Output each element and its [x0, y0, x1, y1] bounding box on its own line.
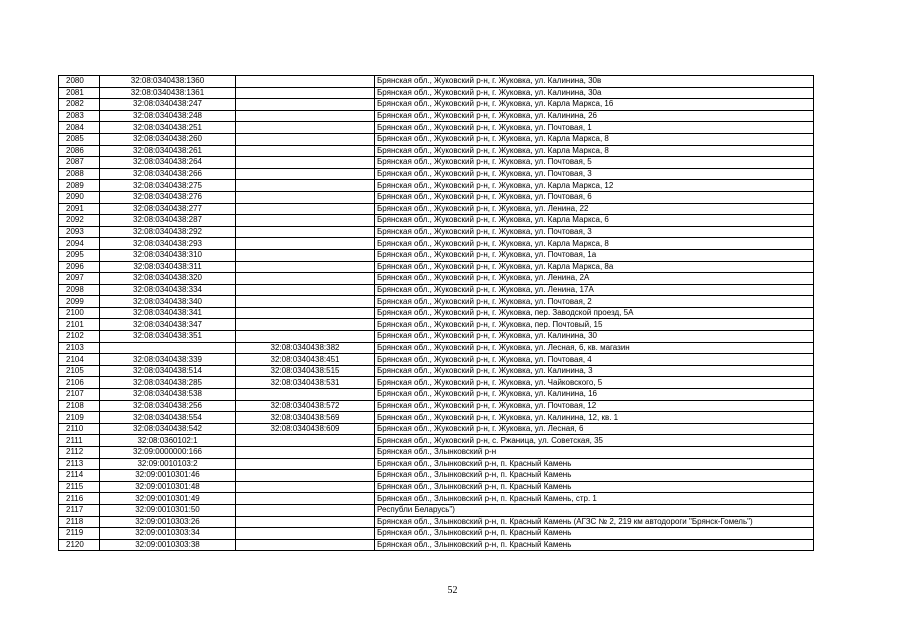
related-cadastral-number-cell	[236, 99, 375, 111]
table-row	[59, 539, 814, 551]
table-row	[59, 226, 814, 238]
address-cell: Брянская обл., Жуковский р-н, г. Жуковка, ул. Почтовая, 3	[375, 168, 814, 180]
table-row	[59, 203, 814, 215]
row-number-cell: 2109	[59, 412, 100, 424]
row-number-cell: 2080	[59, 76, 100, 88]
table-row	[59, 191, 814, 203]
related-cadastral-number-cell	[236, 296, 375, 308]
table-row	[59, 273, 814, 285]
table-row	[59, 168, 814, 180]
address-cell: Брянская обл., Жуковский р-н, г. Жуковка, ул. Карла Маркса, 6	[375, 215, 814, 227]
related-cadastral-number-cell	[236, 226, 375, 238]
related-cadastral-number-cell	[236, 110, 375, 122]
row-number-cell: 2095	[59, 249, 100, 261]
address-cell: Брянская обл., Жуковский р-н, г. Жуковка, ул. Почтовая, 2	[375, 296, 814, 308]
address-cell: Брянская обл., Жуковский р-н, с. Ржаница, ул. Советская, 35	[375, 435, 814, 447]
related-cadastral-number-cell	[236, 470, 375, 482]
related-cadastral-number-cell	[236, 539, 375, 551]
row-number-cell: 2118	[59, 516, 100, 528]
address-cell: Брянская обл., Жуковский р-н, г. Жуковка, ул. Карла Маркса, 16	[375, 99, 814, 111]
row-number-cell: 2110	[59, 423, 100, 435]
table-row	[59, 342, 814, 354]
related-cadastral-number-cell	[236, 493, 375, 505]
cadastral-number-cell: 32:08:0340438:514	[100, 365, 236, 377]
cadastral-number-cell: 32:08:0340438:347	[100, 319, 236, 331]
cadastral-number-cell: 32:08:0360102:1	[100, 435, 236, 447]
row-number-cell: 2119	[59, 528, 100, 540]
cadastral-number-cell: 32:08:0340438:266	[100, 168, 236, 180]
row-number-cell: 2102	[59, 331, 100, 343]
address-cell: Брянская обл., Жуковский р-н, г. Жуковка, ул. Ленина, 17А	[375, 284, 814, 296]
cadastral-number-cell: 32:09:0010303:38	[100, 539, 236, 551]
related-cadastral-number-cell	[236, 238, 375, 250]
related-cadastral-number-cell	[236, 180, 375, 192]
address-cell: Брянская обл., Жуковский р-н, г. Жуковка, ул. Лесная, 6	[375, 423, 814, 435]
row-number-cell: 2096	[59, 261, 100, 273]
address-cell: Брянская обл., Жуковский р-н, г. Жуковка, ул. Карла Маркса, 8а	[375, 261, 814, 273]
row-number-cell: 2098	[59, 284, 100, 296]
table-row	[59, 331, 814, 343]
table-row	[59, 528, 814, 540]
address-cell: Брянская обл., Злынковский р-н, п. Красный Камень	[375, 481, 814, 493]
row-number-cell: 2117	[59, 504, 100, 516]
related-cadastral-number-cell: 32:08:0340438:531	[236, 377, 375, 389]
cadastral-number-cell: 32:08:0340438:1361	[100, 87, 236, 99]
related-cadastral-number-cell	[236, 319, 375, 331]
address-cell: Республи Беларусь")	[375, 504, 814, 516]
cadastral-number-cell: 32:08:0340438:261	[100, 145, 236, 157]
cadastral-number-cell: 32:08:0340438:340	[100, 296, 236, 308]
address-cell: Брянская обл., Жуковский р-н, г. Жуковка, ул. Почтовая, 6	[375, 191, 814, 203]
table-row	[59, 157, 814, 169]
address-cell: Брянская обл., Жуковский р-н, г. Жуковка, ул. Калинина, 30а	[375, 87, 814, 99]
related-cadastral-number-cell	[236, 87, 375, 99]
table-row	[59, 481, 814, 493]
cadastral-number-cell: 32:08:0340438:275	[100, 180, 236, 192]
table-row	[59, 110, 814, 122]
related-cadastral-number-cell	[236, 504, 375, 516]
row-number-cell: 2081	[59, 87, 100, 99]
row-number-cell: 2090	[59, 191, 100, 203]
related-cadastral-number-cell: 32:08:0340438:569	[236, 412, 375, 424]
cadastral-number-cell: 32:08:0340438:341	[100, 307, 236, 319]
related-cadastral-number-cell: 32:08:0340438:382	[236, 342, 375, 354]
table-row	[59, 145, 814, 157]
row-number-cell: 2105	[59, 365, 100, 377]
address-cell: Брянская обл., Злынковский р-н, п. Красный Камень (АГЗС № 2, 219 км автодороги "Брянск-Гомель")	[375, 516, 814, 528]
address-cell: Брянская обл., Жуковский р-н, г. Жуковка, ул. Карла Маркса, 8	[375, 145, 814, 157]
table-body	[59, 76, 814, 551]
related-cadastral-number-cell	[236, 481, 375, 493]
row-number-cell: 2099	[59, 296, 100, 308]
cadastral-number-cell: 32:09:0010301:48	[100, 481, 236, 493]
address-cell: Брянская обл., Жуковский р-н, г. Жуковка, ул. Калинина, 30	[375, 331, 814, 343]
row-number-cell: 2084	[59, 122, 100, 134]
related-cadastral-number-cell	[236, 76, 375, 88]
cadastral-number-cell: 32:08:0340438:334	[100, 284, 236, 296]
related-cadastral-number-cell: 32:08:0340438:451	[236, 354, 375, 366]
cadastral-number-cell: 32:08:0340438:542	[100, 423, 236, 435]
table-row	[59, 76, 814, 88]
table-row	[59, 504, 814, 516]
related-cadastral-number-cell: 32:08:0340438:515	[236, 365, 375, 377]
table-row	[59, 389, 814, 401]
row-number-cell: 2091	[59, 203, 100, 215]
address-cell: Брянская обл., Жуковский р-н, г. Жуковка, ул. Калинина, 12, кв. 1	[375, 412, 814, 424]
cadastral-number-cell: 32:09:0010301:46	[100, 470, 236, 482]
cadastral-number-cell: 32:08:0340438:339	[100, 354, 236, 366]
address-cell: Брянская обл., Жуковский р-н, г. Жуковка, ул. Чайковского, 5	[375, 377, 814, 389]
cadastral-number-cell: 32:08:0340438:1360	[100, 76, 236, 88]
table-row	[59, 319, 814, 331]
address-cell: Брянская обл., Злынковский р-н, п. Красный Камень	[375, 539, 814, 551]
table-row	[59, 296, 814, 308]
table-row	[59, 249, 814, 261]
related-cadastral-number-cell	[236, 249, 375, 261]
related-cadastral-number-cell: 32:08:0340438:572	[236, 400, 375, 412]
related-cadastral-number-cell	[236, 273, 375, 285]
related-cadastral-number-cell	[236, 389, 375, 401]
address-cell: Брянская обл., Злынковский р-н, п. Красный Камень	[375, 528, 814, 540]
cadastral-number-cell: 32:08:0340438:320	[100, 273, 236, 285]
row-number-cell: 2083	[59, 110, 100, 122]
row-number-cell: 2085	[59, 133, 100, 145]
cadastral-number-cell: 32:09:0010103:2	[100, 458, 236, 470]
related-cadastral-number-cell	[236, 458, 375, 470]
address-cell: Брянская обл., Жуковский р-н, г. Жуковка, ул. Почтовая, 4	[375, 354, 814, 366]
cadastral-number-cell: 32:08:0340438:256	[100, 400, 236, 412]
row-number-cell: 2111	[59, 435, 100, 447]
row-number-cell: 2103	[59, 342, 100, 354]
table-row	[59, 284, 814, 296]
cadastral-number-cell: 32:08:0340438:538	[100, 389, 236, 401]
related-cadastral-number-cell	[236, 145, 375, 157]
related-cadastral-number-cell	[236, 157, 375, 169]
related-cadastral-number-cell	[236, 261, 375, 273]
row-number-cell: 2088	[59, 168, 100, 180]
table-row	[59, 180, 814, 192]
table-row	[59, 354, 814, 366]
cadastral-number-cell: 32:08:0340438:310	[100, 249, 236, 261]
table-row	[59, 423, 814, 435]
related-cadastral-number-cell	[236, 528, 375, 540]
related-cadastral-number-cell	[236, 516, 375, 528]
cadastral-number-cell: 32:08:0340438:351	[100, 331, 236, 343]
row-number-cell: 2120	[59, 539, 100, 551]
cadastral-number-cell: 32:08:0340438:260	[100, 133, 236, 145]
cadastral-number-cell	[100, 342, 236, 354]
address-cell: Брянская обл., Жуковский р-н, г. Жуковка, пер. Заводской проезд, 5А	[375, 307, 814, 319]
address-cell: Брянская обл., Жуковский р-н, г. Жуковка, ул. Лесная, 6, кв. магазин	[375, 342, 814, 354]
table-row	[59, 377, 814, 389]
related-cadastral-number-cell	[236, 168, 375, 180]
cadastral-number-cell: 32:08:0340438:292	[100, 226, 236, 238]
cadastral-number-cell: 32:08:0340438:293	[100, 238, 236, 250]
row-number-cell: 2108	[59, 400, 100, 412]
related-cadastral-number-cell: 32:08:0340438:609	[236, 423, 375, 435]
cadastral-number-cell: 32:08:0340438:276	[100, 191, 236, 203]
address-cell: Брянская обл., Жуковский р-н, г. Жуковка, ул. Почтовая, 1	[375, 122, 814, 134]
address-cell: Брянская обл., Жуковский р-н, г. Жуковка, ул. Калинина, 3	[375, 365, 814, 377]
cadastral-number-cell: 32:08:0340438:554	[100, 412, 236, 424]
cadastral-number-cell: 32:08:0340438:277	[100, 203, 236, 215]
row-number-cell: 2093	[59, 226, 100, 238]
row-number-cell: 2100	[59, 307, 100, 319]
related-cadastral-number-cell	[236, 215, 375, 227]
cadastral-number-cell: 32:09:0010303:34	[100, 528, 236, 540]
address-cell: Брянская обл., Жуковский р-н, г. Жуковка, ул. Ленина, 2А	[375, 273, 814, 285]
address-cell: Брянская обл., Злынковский р-н, п. Красный Камень	[375, 458, 814, 470]
cadastral-number-cell: 32:08:0340438:247	[100, 99, 236, 111]
cadastral-number-cell: 32:09:0000000:166	[100, 447, 236, 459]
related-cadastral-number-cell	[236, 122, 375, 134]
table-row	[59, 412, 814, 424]
address-cell: Брянская обл., Жуковский р-н, г. Жуковка, ул. Калинина, 16	[375, 389, 814, 401]
table-row	[59, 470, 814, 482]
table-row	[59, 122, 814, 134]
address-cell: Брянская обл., Жуковский р-н, г. Жуковка, ул. Карла Маркса, 8	[375, 238, 814, 250]
cadastral-number-cell: 32:09:0010301:49	[100, 493, 236, 505]
cadastral-number-cell: 32:08:0340438:311	[100, 261, 236, 273]
row-number-cell: 2107	[59, 389, 100, 401]
row-number-cell: 2092	[59, 215, 100, 227]
table-row	[59, 447, 814, 459]
page-number: 52	[447, 585, 458, 596]
table-row	[59, 215, 814, 227]
address-cell: Брянская обл., Злынковский р-н	[375, 447, 814, 459]
related-cadastral-number-cell	[236, 284, 375, 296]
address-cell: Брянская обл., Жуковский р-н, г. Жуковка, ул. Карла Маркса, 12	[375, 180, 814, 192]
row-number-cell: 2082	[59, 99, 100, 111]
address-cell: Брянская обл., Жуковский р-н, г. Жуковка, ул. Почтовая, 3	[375, 226, 814, 238]
table-row	[59, 133, 814, 145]
table-row	[59, 307, 814, 319]
table-row	[59, 516, 814, 528]
row-number-cell: 2094	[59, 238, 100, 250]
cadastral-number-cell: 32:08:0340438:248	[100, 110, 236, 122]
cadastral-number-cell: 32:08:0340438:264	[100, 157, 236, 169]
address-cell: Брянская обл., Жуковский р-н, г. Жуковка, ул. Калинина, 30в	[375, 76, 814, 88]
related-cadastral-number-cell	[236, 191, 375, 203]
address-cell: Брянская обл., Злынковский р-н, п. Красный Камень, стр. 1	[375, 493, 814, 505]
table-row	[59, 87, 814, 99]
row-number-cell: 2114	[59, 470, 100, 482]
address-cell: Брянская обл., Жуковский р-н, г. Жуковка, пер. Почтовый, 15	[375, 319, 814, 331]
related-cadastral-number-cell	[236, 331, 375, 343]
row-number-cell: 2101	[59, 319, 100, 331]
cadastral-number-cell: 32:08:0340438:285	[100, 377, 236, 389]
address-cell: Брянская обл., Жуковский р-н, г. Жуковка, ул. Почтовая, 1а	[375, 249, 814, 261]
related-cadastral-number-cell	[236, 447, 375, 459]
row-number-cell: 2106	[59, 377, 100, 389]
row-number-cell: 2112	[59, 447, 100, 459]
cadastral-number-cell: 32:08:0340438:287	[100, 215, 236, 227]
table-row	[59, 99, 814, 111]
row-number-cell: 2086	[59, 145, 100, 157]
row-number-cell: 2097	[59, 273, 100, 285]
related-cadastral-number-cell	[236, 435, 375, 447]
address-cell: Брянская обл., Жуковский р-н, г. Жуковка, ул. Калинина, 26	[375, 110, 814, 122]
cadastral-number-cell: 32:09:0010301:50	[100, 504, 236, 516]
related-cadastral-number-cell	[236, 307, 375, 319]
related-cadastral-number-cell	[236, 203, 375, 215]
table-row	[59, 400, 814, 412]
table-row	[59, 238, 814, 250]
table-row	[59, 365, 814, 377]
address-cell: Брянская обл., Злынковский р-н, п. Красный Камень	[375, 470, 814, 482]
row-number-cell: 2104	[59, 354, 100, 366]
table-row	[59, 261, 814, 273]
row-number-cell: 2089	[59, 180, 100, 192]
cadastral-number-cell: 32:09:0010303:26	[100, 516, 236, 528]
row-number-cell: 2115	[59, 481, 100, 493]
cadastral-number-cell: 32:08:0340438:251	[100, 122, 236, 134]
address-cell: Брянская обл., Жуковский р-н, г. Жуковка, ул. Почтовая, 12	[375, 400, 814, 412]
table-row	[59, 435, 814, 447]
row-number-cell: 2116	[59, 493, 100, 505]
related-cadastral-number-cell	[236, 133, 375, 145]
cadastral-table	[58, 75, 814, 551]
table-row	[59, 458, 814, 470]
address-cell: Брянская обл., Жуковский р-н, г. Жуковка, ул. Карла Маркса, 8	[375, 133, 814, 145]
address-cell: Брянская обл., Жуковский р-н, г. Жуковка, ул. Почтовая, 5	[375, 157, 814, 169]
table-row	[59, 493, 814, 505]
row-number-cell: 2087	[59, 157, 100, 169]
address-cell: Брянская обл., Жуковский р-н, г. Жуковка, ул. Ленина, 22	[375, 203, 814, 215]
row-number-cell: 2113	[59, 458, 100, 470]
